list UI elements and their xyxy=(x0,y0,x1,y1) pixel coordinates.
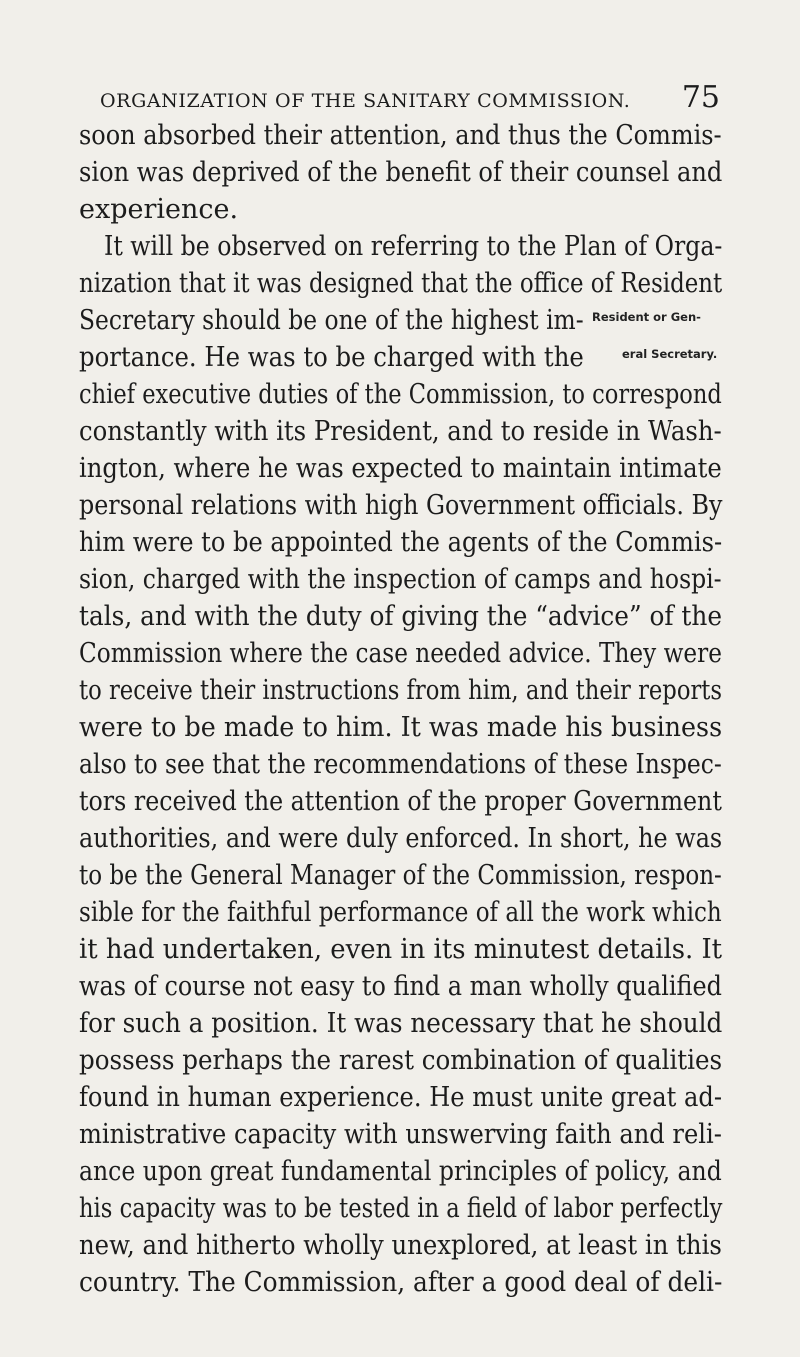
text-line: ministrative capacity with unswerving faith and reli- xyxy=(79,1119,722,1150)
page-number: 75 xyxy=(681,80,720,115)
text-line: sion was deprived of the benefit of their counsel and xyxy=(79,157,723,188)
text-line: to be the General Manager of the Commission, respon- xyxy=(79,860,722,891)
text-line: sion, charged with the inspection of camps and hospi- xyxy=(79,564,722,595)
text-line: experience. xyxy=(79,194,239,225)
body-text xyxy=(0,117,800,1297)
text-line: nization that it was designed that the office of Resident xyxy=(79,268,723,299)
text-line: Secretary should be one of the highest im- xyxy=(79,305,584,336)
text-line: constantly with its President, and to reside in Wash- xyxy=(79,416,722,447)
text-line: soon absorbed their attention, and thus the Commis- xyxy=(79,120,722,151)
text-line: tals, and with the duty of giving the “advice” of the xyxy=(79,601,722,632)
text-line: chief executive duties of the Commission, to correspond xyxy=(79,379,722,410)
text-line: also to see that the recommendations of these Inspec- xyxy=(79,749,722,780)
text-line: ance upon great fundamental principles of policy, and xyxy=(79,1156,722,1187)
margin-note-line-1: Resident or Gen- xyxy=(592,310,701,324)
text-line: were to be made to him. It was made his business xyxy=(79,712,723,743)
text-line: country. The Commission, after a good deal of deli- xyxy=(79,1267,723,1298)
text-line: possess perhaps the rarest combination of qualities xyxy=(79,1045,723,1076)
text-line: new, and hitherto wholly unexplored, at least in this xyxy=(79,1230,722,1261)
text-line: to receive their instructions from him, and their reports xyxy=(79,675,723,706)
text-line: him were to be appointed the agents of the Commis- xyxy=(79,527,723,558)
text-line: found in human experience. He must unite great ad- xyxy=(79,1082,723,1113)
running-title: ORGANIZATION OF THE SANITARY COMMISSION. xyxy=(100,90,631,112)
text-line: it had undertaken, even in its minutest details. It xyxy=(79,934,723,965)
text-line: authorities, and were duly enforced. In short, he was xyxy=(79,823,723,854)
text-line: It will be observed on referring to the Plan of Orga- xyxy=(104,231,723,262)
margin-note-line-2: eral Secretary. xyxy=(622,347,718,361)
text-line: portance. He was to be charged with the xyxy=(79,342,584,373)
text-line: for such a position. It was necessary that he should xyxy=(79,1008,723,1039)
text-line: personal relations with high Government officials. By xyxy=(79,490,723,521)
text-line: tors received the attention of the proper Government xyxy=(79,786,722,817)
text-line: ington, where he was expected to maintain intimate xyxy=(79,453,722,484)
text-line: his capacity was to be tested in a field of labor perfectly xyxy=(79,1193,723,1224)
text-line: was of course not easy to find a man wholly qualified xyxy=(79,971,722,1002)
text-line: sible for the faithful performance of all the work which xyxy=(79,897,722,928)
text-line: Commission where the case needed advice. They were xyxy=(79,638,722,669)
